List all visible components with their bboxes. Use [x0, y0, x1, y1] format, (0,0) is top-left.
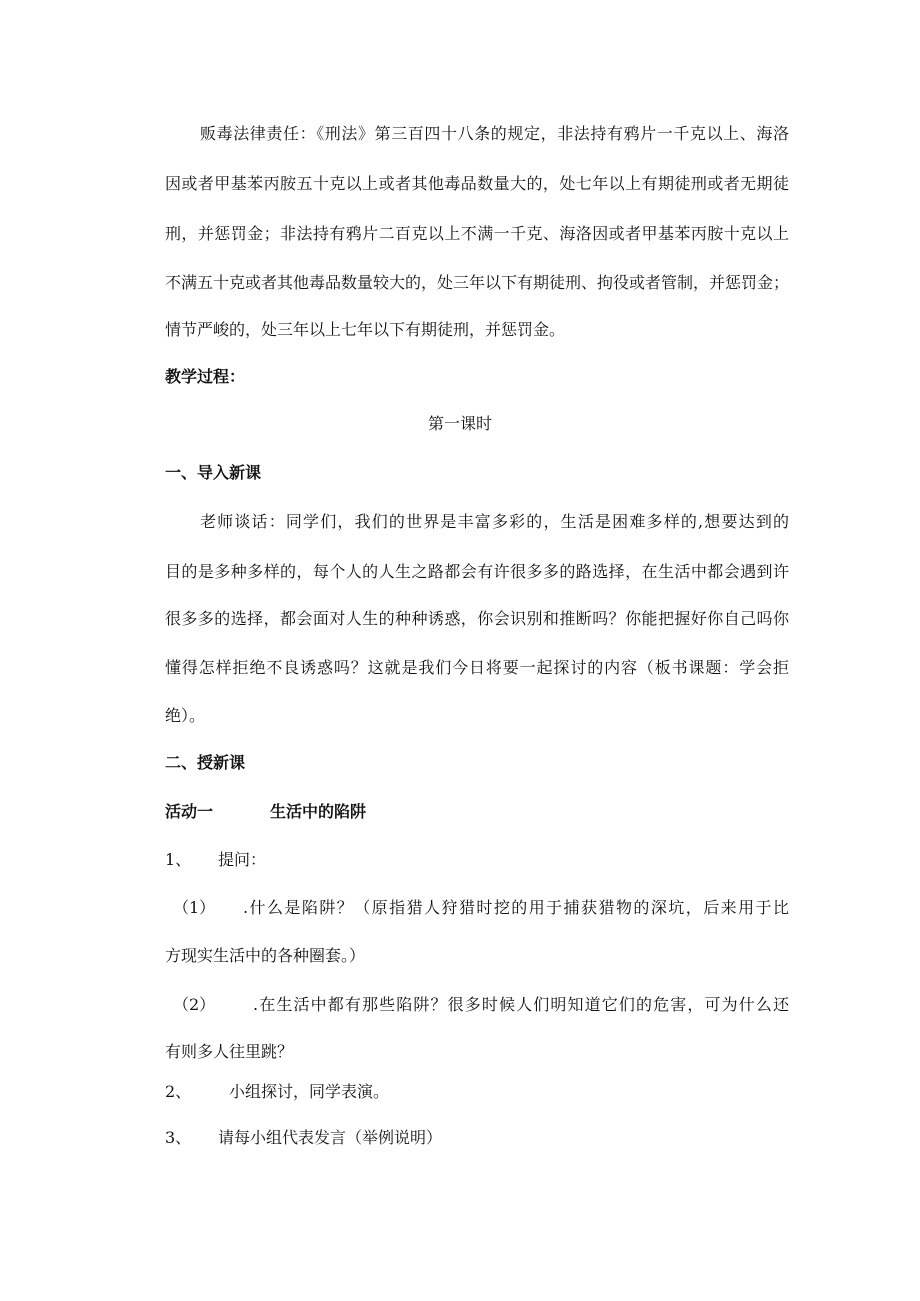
paragraph-line: 绝）。	[165, 706, 206, 725]
sub-item-text: .什么是陷阱？（原指猎人狩猎时挖的用于捕获猎物的深坑，后来用于比	[243, 898, 789, 917]
lesson-title: 第一课时	[427, 414, 492, 433]
paragraph-line: 贩毒法律责任：《刑法》第三百四十八条的规定，非法持有鸦片一千克以上、海洛	[200, 124, 789, 143]
sub-item-number: （1）	[173, 898, 216, 917]
list-item-text: 小组探讨，同学表演。	[229, 1082, 390, 1101]
list-item-text: 提问：	[218, 850, 267, 869]
section-heading-new-lesson: 二、授新课	[165, 753, 246, 772]
teaching-process-label: 教学过程：	[165, 367, 246, 386]
list-item-text: 请每小组代表发言（举例说明）	[218, 1128, 443, 1147]
paragraph-line: 刑，并惩罚金；非法持有鸦片二百克以上不满一千克、海洛因或者甲基苯丙胺十克以上	[165, 224, 789, 243]
paragraph-line: 不满五十克或者其他毒品数量较大的，处三年以下有期徒刑、拘役或者管制，并惩罚金；	[165, 273, 790, 292]
sub-item-text-continued: 有则多人往里跳？	[165, 1042, 294, 1061]
activity-label: 活动一	[165, 802, 214, 821]
paragraph-line: 懂得怎样拒绝不良诱惑吗？这就是我们今日将要一起探讨的内容（板书课题：学会拒	[165, 658, 789, 677]
sub-item-text: .在生活中都有那些陷阱？很多时候人们明知道它们的危害，可为什么还	[253, 995, 789, 1014]
sub-item-text-continued: 方现实生活中的各种圈套。）	[165, 946, 366, 965]
list-item-number: 3、	[165, 1128, 192, 1147]
section-heading-intro: 一、导入新课	[165, 463, 262, 482]
paragraph-line: 因或者甲基苯丙胺五十克以上或者其他毒品数量大的，处七年以上有期徒刑或者无期徒	[165, 174, 789, 193]
paragraph-line: 很多多的选择，都会面对人生的种种诱惑，你会识别和推断吗？你能把握好你自己吗你	[165, 609, 789, 628]
paragraph-line: 老师谈话：同学们，我们的世界是丰富多彩的，生活是困难多样的,想要达到的	[200, 512, 789, 531]
activity-title: 生活中的陷阱	[270, 802, 367, 821]
sub-item-number: （2）	[173, 995, 216, 1014]
paragraph-line: 情节严峻的，处三年以上七年以下有期徒刑，并惩罚金。	[165, 320, 566, 339]
list-item-number: 2、	[165, 1082, 192, 1101]
list-item-number: 1、	[165, 850, 192, 869]
paragraph-line: 目的是多种多样的，每个人的人生之路都会有许很多多的路选择，在生活中都会遇到许	[165, 562, 789, 581]
